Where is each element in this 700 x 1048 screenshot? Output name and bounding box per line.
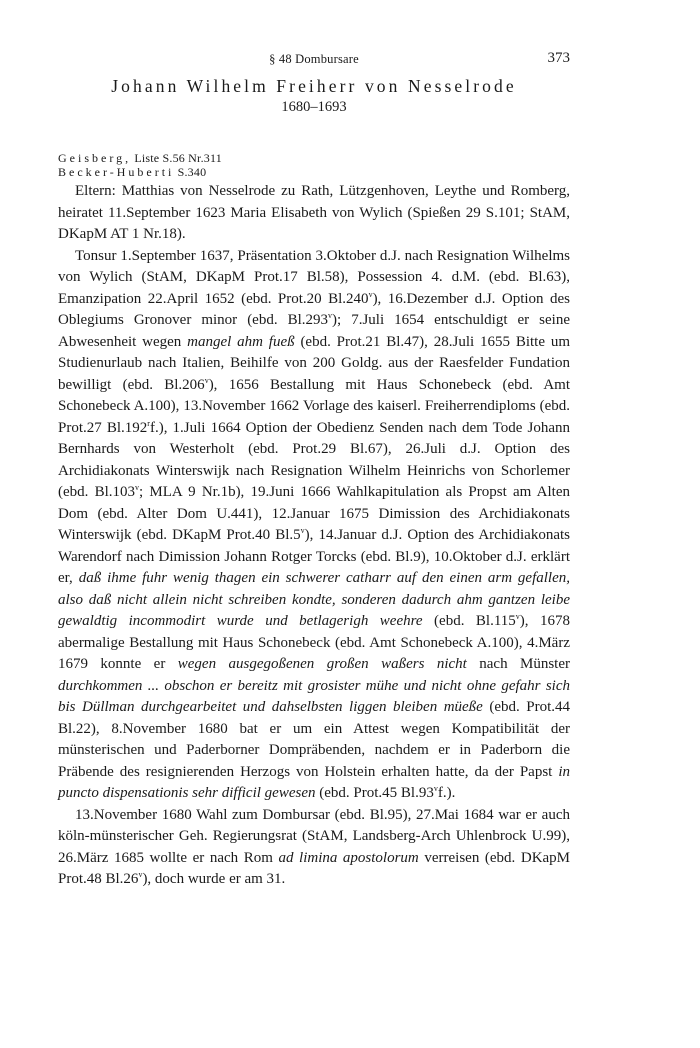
folio-superscript: v: [204, 375, 209, 385]
paragraph-text: f.), 1.Juli 1664 Option der Obedienz Senden nach dem Tode Johann Bernhards von Westerholt (ebd. Prot.29 Bl.67), 26.Juli d.J. Option des Archidiakonats Winterswijk nach Resignation Wilhelm Heinrichs von Schorlemer (ebd. Bl.103: [58, 419, 570, 500]
paragraph-text: ), doch wurde er am 31.: [142, 871, 286, 887]
entry-name-heading: Johann Wilhelm Freiherr von Nesselrode: [111, 76, 517, 96]
folio-superscript: v: [135, 483, 140, 492]
paragraph-text: verreisen (ebd. DKapM Prot.48 Bl.26: [58, 849, 571, 887]
paragraph-text: ), 16.Dezember d.J. Option des Oblegiums Gronover minor (ebd. Bl.293: [58, 290, 570, 328]
paragraph-text: ), 1656 Bestallung mit Haus Schonebeck (ebd. Amt Schonebeck A.100), 13.November 1662 Vorlage des kaiserl. Freiherrendiploms (ebd. Prot.27 Bl.192: [58, 376, 570, 436]
folio-superscript: v: [328, 311, 333, 320]
body-text: [58, 181, 570, 891]
quoted-source-text: in puncto dispensationis sehr difficil gewesen: [58, 763, 570, 801]
quoted-source-text: wegen ausgegoßenen großen waßers nicht: [177, 656, 467, 672]
paragraph-text: f.).: [437, 785, 456, 801]
paragraph-text: Eltern: Matthias von Nesselrode zu Rath, Lützgenhoven, Leythe und Romberg, heiratet 11.September 1623 Maria Elisabeth von Wylich (Spießen 29 S.101; StAM, DKapM AT 1 Nr.18).: [58, 183, 570, 242]
book-page: [58, 48, 570, 891]
reference-author: Becker-Huberti: [58, 165, 175, 179]
quoted-source-text: daß ihme fuhr wenig thagen ein schwerer catharr auf den einen arm gefallen, also daß nicht allein nicht schreiben kondte, sonderen dadurch ahm gantzen leibe gewaldtig incommodirt wurde und betlagerigh weehre: [58, 570, 570, 629]
folio-superscript: r: [147, 418, 150, 428]
body-paragraph: [58, 805, 570, 891]
paragraph-text: 13.November 1680 Wahl zum Dombursar (ebd. Bl.95), 27.Mai 1684 war er auch köln-münsterischer Geh. Regierungsrat (StAM, Landsberg-Arch Uhlenbrock U.99), 26.März 1685 wollte er nach Rom: [58, 806, 570, 866]
quoted-source-text: durchkommen ... obschon er bereitz mit grosister mühe und nicht ohne gefahr sich bis Düllman durchgearbeitet und dahselbsten liggen bleiben müeße: [58, 677, 570, 715]
paragraph-text: (ebd. Prot.21 Bl.47), 28.Juli 1655 Bitte um Studienurlaub nach Italien, Beihilfe von 200 Goldg. aus der Raesfelder Fundation bewilligt (ebd. Bl.206: [58, 333, 570, 393]
paragraph-text: ); 7.Juli 1654 entschuldigt er seine Abwesenheit wegen: [58, 312, 570, 350]
references-block: [58, 151, 570, 179]
reference-detail: S.340: [177, 165, 207, 179]
folio-superscript: v: [515, 612, 520, 621]
reference-line: [58, 151, 570, 165]
paragraph-text: Tonsur 1.September 1637, Präsentation 3.Oktober d.J. nach Resignation Wilhelms von Wylich (StAM, DKapM Prot.17 Bl.58), Possession 4. d.M. (ebd. Bl.63), Emanzipation 22.April 1652 (ebd. Prot.20 Bl.240: [58, 247, 570, 307]
running-title: § 48 Dombursare: [269, 52, 359, 66]
reference-detail: Liste S.56 Nr.311: [134, 151, 222, 165]
paragraph-text: ), 14.Januar d.J. Option des Archidiakonats Warendorf nach Dimission Johann Rotger Torcks (ebd. Bl.9), 10.Oktober d.J. erklärt er,: [58, 527, 570, 586]
folio-superscript: v: [368, 289, 373, 299]
paragraph-text: (ebd. Prot.44 Bl.22), 8.November 1680 bat er um ein Attest wegen Kompatibilität der münsterischen und Paderborner Dompräbenden, nachdem er in Paderborn die Präbende des resignierenden Herzogs von Holstein erhalten hatte, da der Papst: [58, 699, 570, 780]
body-paragraph: [58, 246, 570, 805]
body-paragraph: [58, 181, 570, 246]
paragraph-text: nach Münster: [466, 656, 570, 672]
reference-line: [58, 165, 570, 179]
quoted-source-text: ad limina apostolorum: [278, 849, 419, 866]
entry-years: 1680–1693: [281, 99, 347, 115]
paragraph-text: (ebd. Prot.45 Bl.93: [315, 785, 434, 801]
paragraph-text: (ebd. Bl.115: [422, 613, 516, 629]
folio-superscript: v: [300, 526, 305, 535]
quoted-source-text: mangel ahm fueß: [187, 333, 295, 350]
page-number: 373: [547, 50, 570, 66]
paragraph-text: ; MLA 9 Nr.1b), 19.Juni 1666 Wahlkapitulation als Propst am Alten Dom (ebd. Alter Dom U.441), 12.Januar 1675 Dimission des Archidiakonats Winterswijk (ebd. DKapM Prot.40 Bl.5: [58, 484, 570, 543]
folio-superscript: v: [138, 870, 143, 879]
paragraph-text: ), 1678 abermalige Bestallung mit Haus Schonebeck (ebd. Amt Schonebeck A.100), 4.März 1679 konnte er: [58, 613, 570, 672]
running-header: [58, 48, 570, 72]
reference-author: Geisberg,: [58, 151, 132, 165]
folio-superscript: v: [433, 784, 438, 793]
